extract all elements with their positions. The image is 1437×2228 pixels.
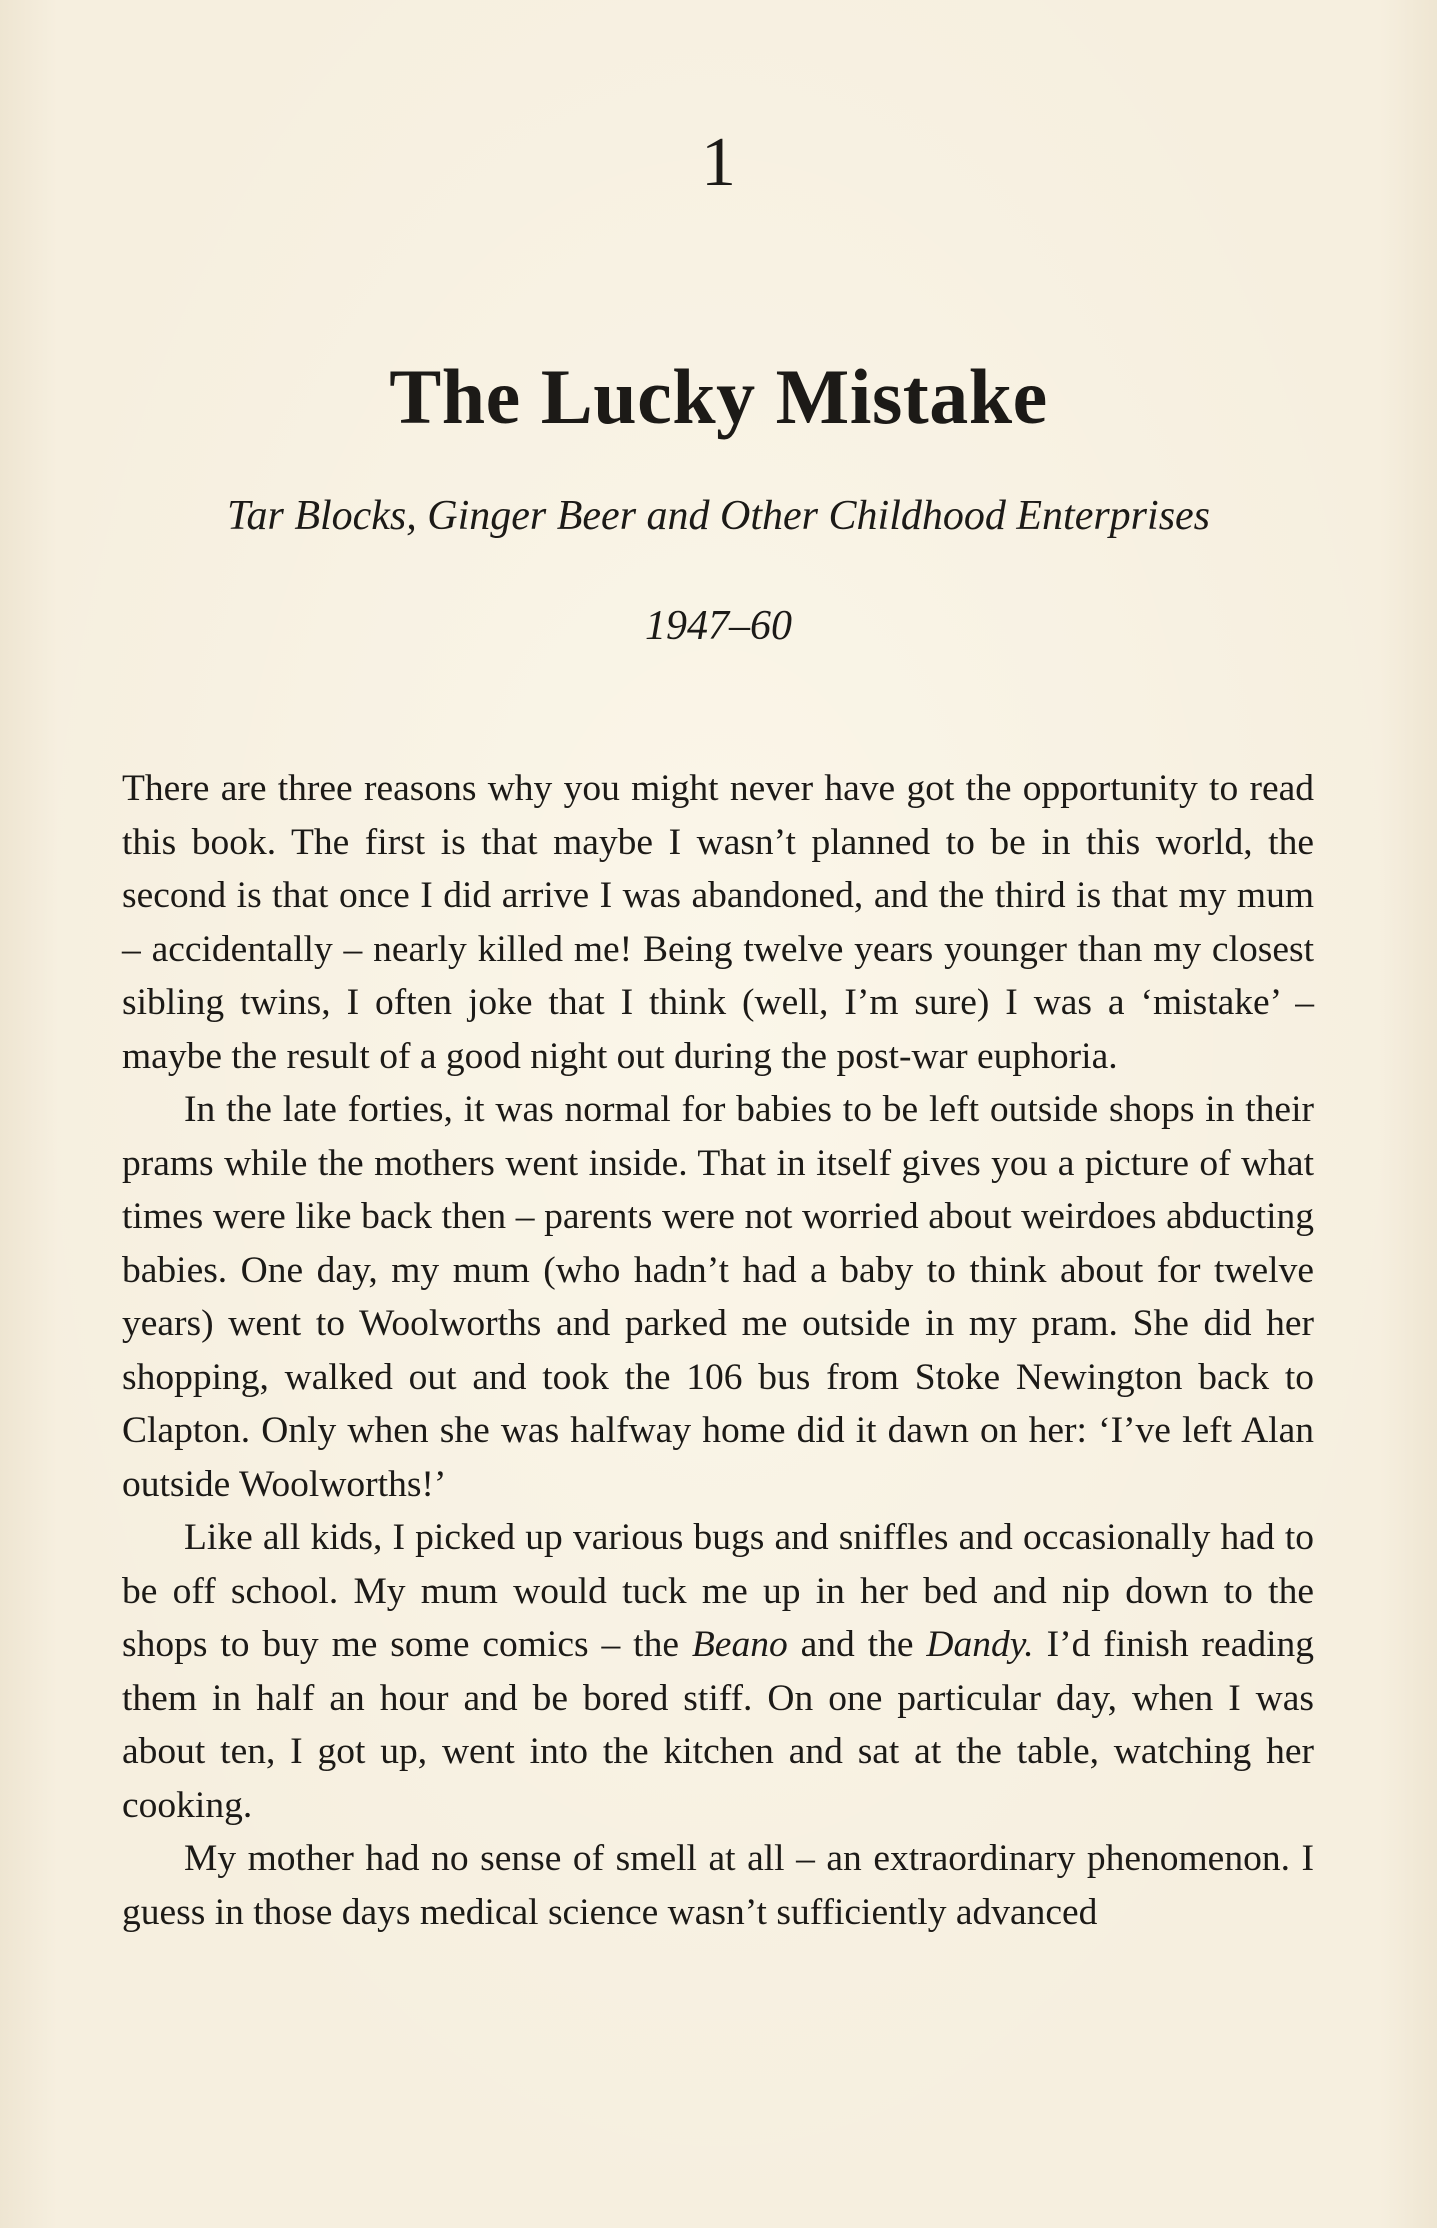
paragraph-3-text-c: I’d finish reading them in half an hour and be bored stiff. On one particular day, when I was about ten, I got up, went into the kitchen and sat at the table, watching her cooking. <box>122 1624 1315 1826</box>
comic-title-dandy: Dandy. <box>926 1624 1034 1665</box>
chapter-title: The Lucky Mistake <box>389 353 1048 441</box>
body-text <box>122 762 1314 1939</box>
paragraph-2: In the late forties, it was normal for babies to be left outside shops in their prams while the mothers went inside. That in itself gives you a picture of what times were like back then – parents were not worried about weirdoes abducting babies. One day, my mum (who hadn’t had a baby to think about for twelve years) went to Woolworths and parked me outside in my pram. She did her shopping, walked out and took the 106 bus from Stoke Newington back to Clapton. Only when she was halfway home did it dawn on her: ‘I’ve left Alan outside Woolworths!’ <box>122 1089 1314 1505</box>
paragraph-4: My mother had no sense of smell at all – an extraordinary phenomenon. I guess in those days medical science wasn’t sufficiently advanced <box>122 1838 1314 1933</box>
chapter-number: 1 <box>701 124 736 201</box>
chapter-subtitle: Tar Blocks, Ginger Beer and Other Childhood Enterprises <box>226 493 1211 539</box>
paragraph-3-text-a: Like all kids, I picked up various bugs and sniffles and occasionally had to be off school. My mum would tuck me up in her bed and nip down to the shops to buy me some comics – the <box>122 1517 1314 1665</box>
comic-title-beano: Beano <box>691 1624 788 1665</box>
paragraph-3-text-b: and the <box>787 1624 927 1665</box>
paragraph-3 <box>122 1511 1314 1832</box>
paragraph-1: There are three reasons why you might never have got the opportunity to read this book. The first is that maybe I wasn’t planned to be in this world, the second is that once I did arrive I was abandoned, and the third is that my mum – accidentally – nearly killed me! Being twelve years younger than my closest sibling twins, I often joke that I think (well, I’m sure) I was a ‘mistake’ – maybe the result of a good night out during the post-war euphoria. <box>122 768 1314 1077</box>
chapter-dates: 1947–60 <box>645 603 792 649</box>
